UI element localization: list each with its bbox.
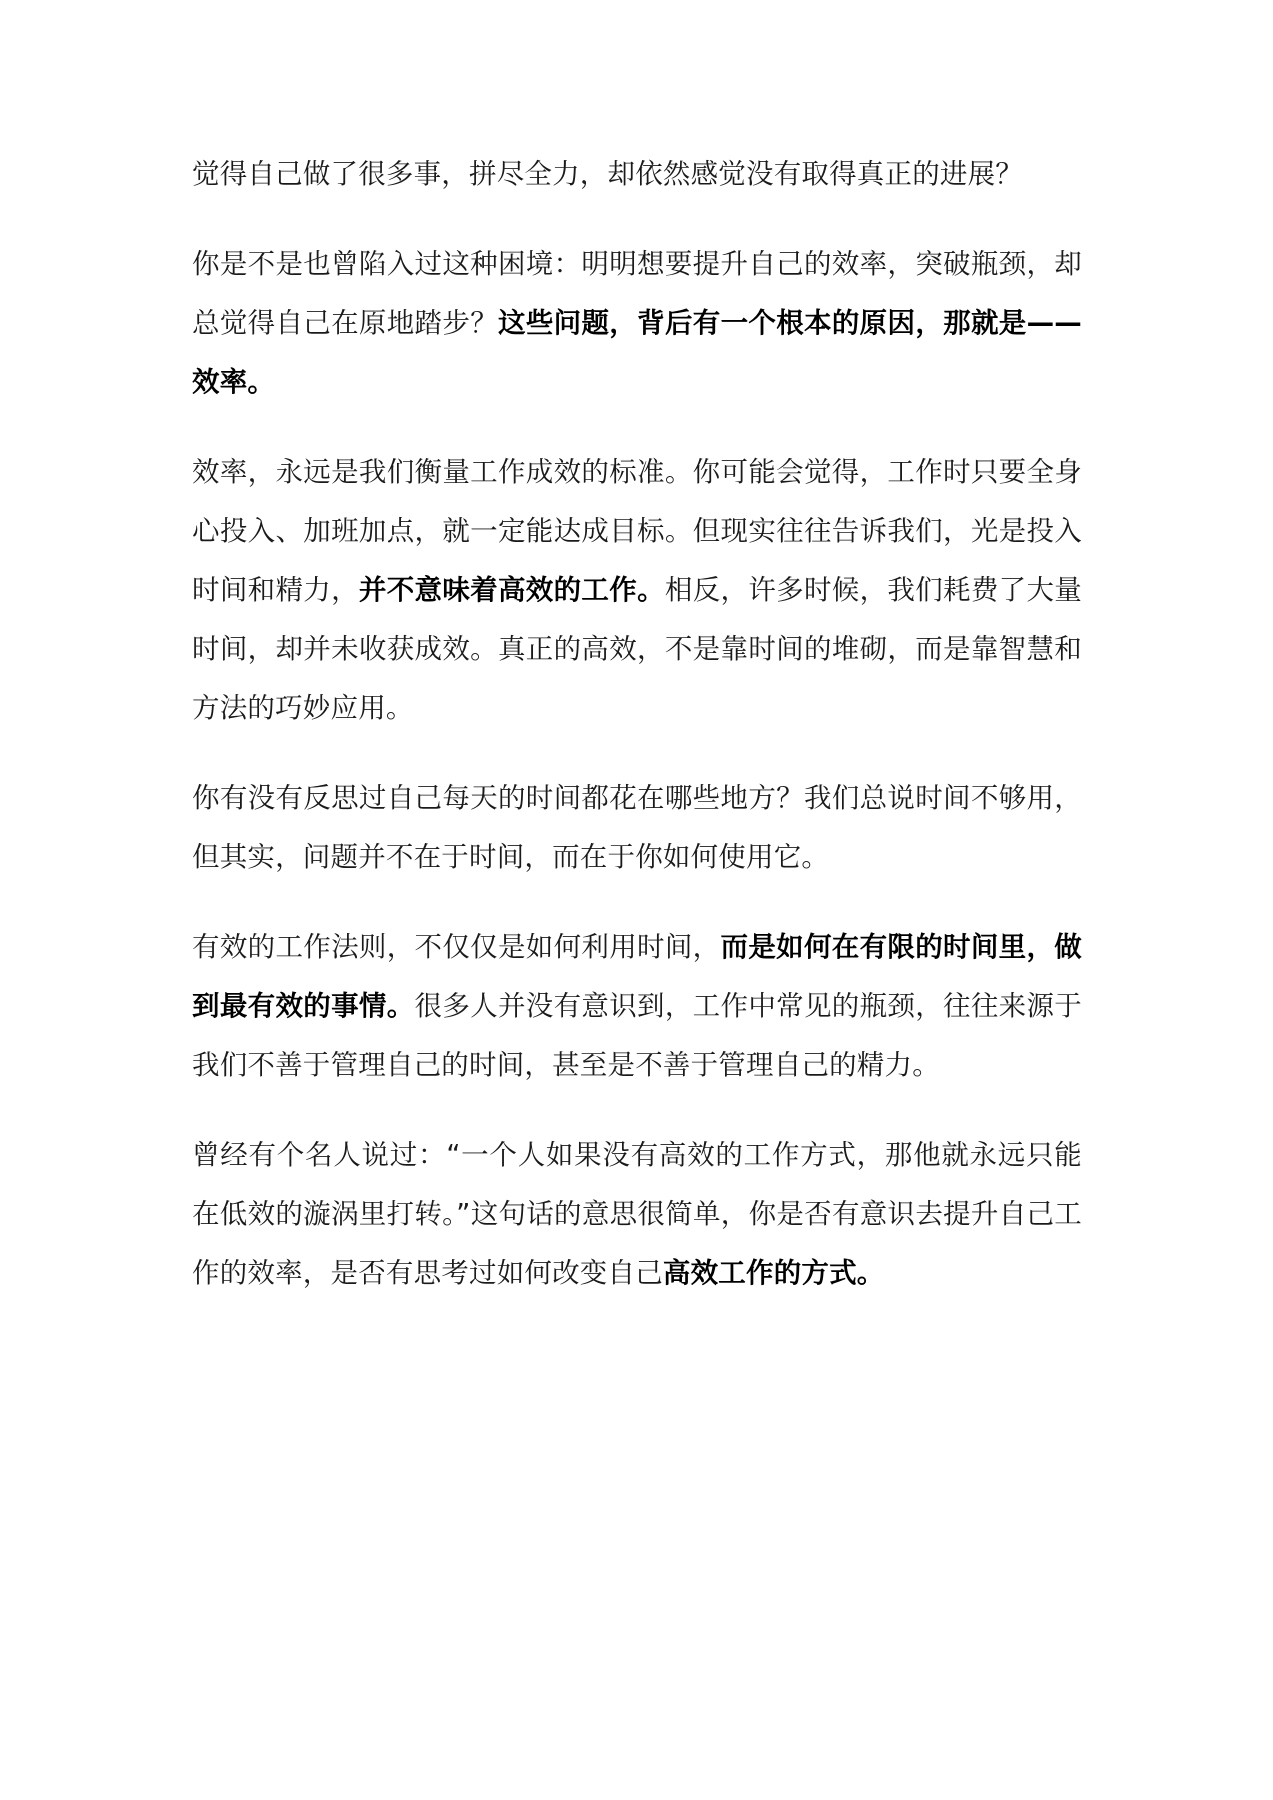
emphasis-text: 高效工作的方式。	[662, 1257, 885, 1289]
emphasis-text: 并不意味着高效的工作。	[358, 574, 665, 606]
paragraph-text: 有效的工作法则，不仅仅是如何利用时间，	[192, 931, 721, 963]
paragraph-text: 相反，许多时候，我们耗费了大量时间，却并未收获成效。真正的高效，不是靠时间的堆砌，而是靠智慧和方法的巧妙应用。	[192, 574, 1083, 724]
paragraph-4	[192, 769, 1082, 887]
article-body	[192, 145, 1082, 1334]
paragraph-1	[192, 145, 1082, 204]
paragraph-3	[192, 443, 1082, 738]
paragraph-text: 觉得自己做了很多事，拼尽全力，却依然感觉没有取得真正的进展？	[192, 158, 1023, 190]
paragraph-text: 曾经有个名人说过：“一个人如果没有高效的工作方式，那他就永远只能在低效的漩涡里打转。”这句话的意思很简单，你是否有意识去提升自己工作的效率，是否有思考过如何改变自己	[192, 1139, 1082, 1289]
emphasis-text: 而是如何在有限的时间里，做到最有效的事情。	[192, 931, 1082, 1022]
paragraph-text: 效率，永远是我们衡量工作成效的标准。你可能会觉得，工作时只要全身心投入、加班加点，就一定能达成目标。但现实往往告诉我们，光是投入时间和精力，	[192, 456, 1082, 606]
paragraph-2	[192, 235, 1082, 412]
emphasis-text: 这些问题，背后有一个根本的原因，那就是——效率。	[192, 307, 1083, 398]
paragraph-text: 你有没有反思过自己每天的时间都花在哪些地方？我们总说时间不够用，但其实，问题并不在于时间，而在于你如何使用它。	[192, 782, 1082, 873]
paragraph-5	[192, 918, 1082, 1095]
paragraph-text: 你是不是也曾陷入过这种困境：明明想要提升自己的效率，突破瓶颈，却总觉得自己在原地踏步？	[192, 248, 1082, 339]
paragraph-6	[192, 1126, 1082, 1303]
paragraph-text: 很多人并没有意识到，工作中常见的瓶颈，往往来源于我们不善于管理自己的时间，甚至是不善于管理自己的精力。	[192, 990, 1082, 1081]
